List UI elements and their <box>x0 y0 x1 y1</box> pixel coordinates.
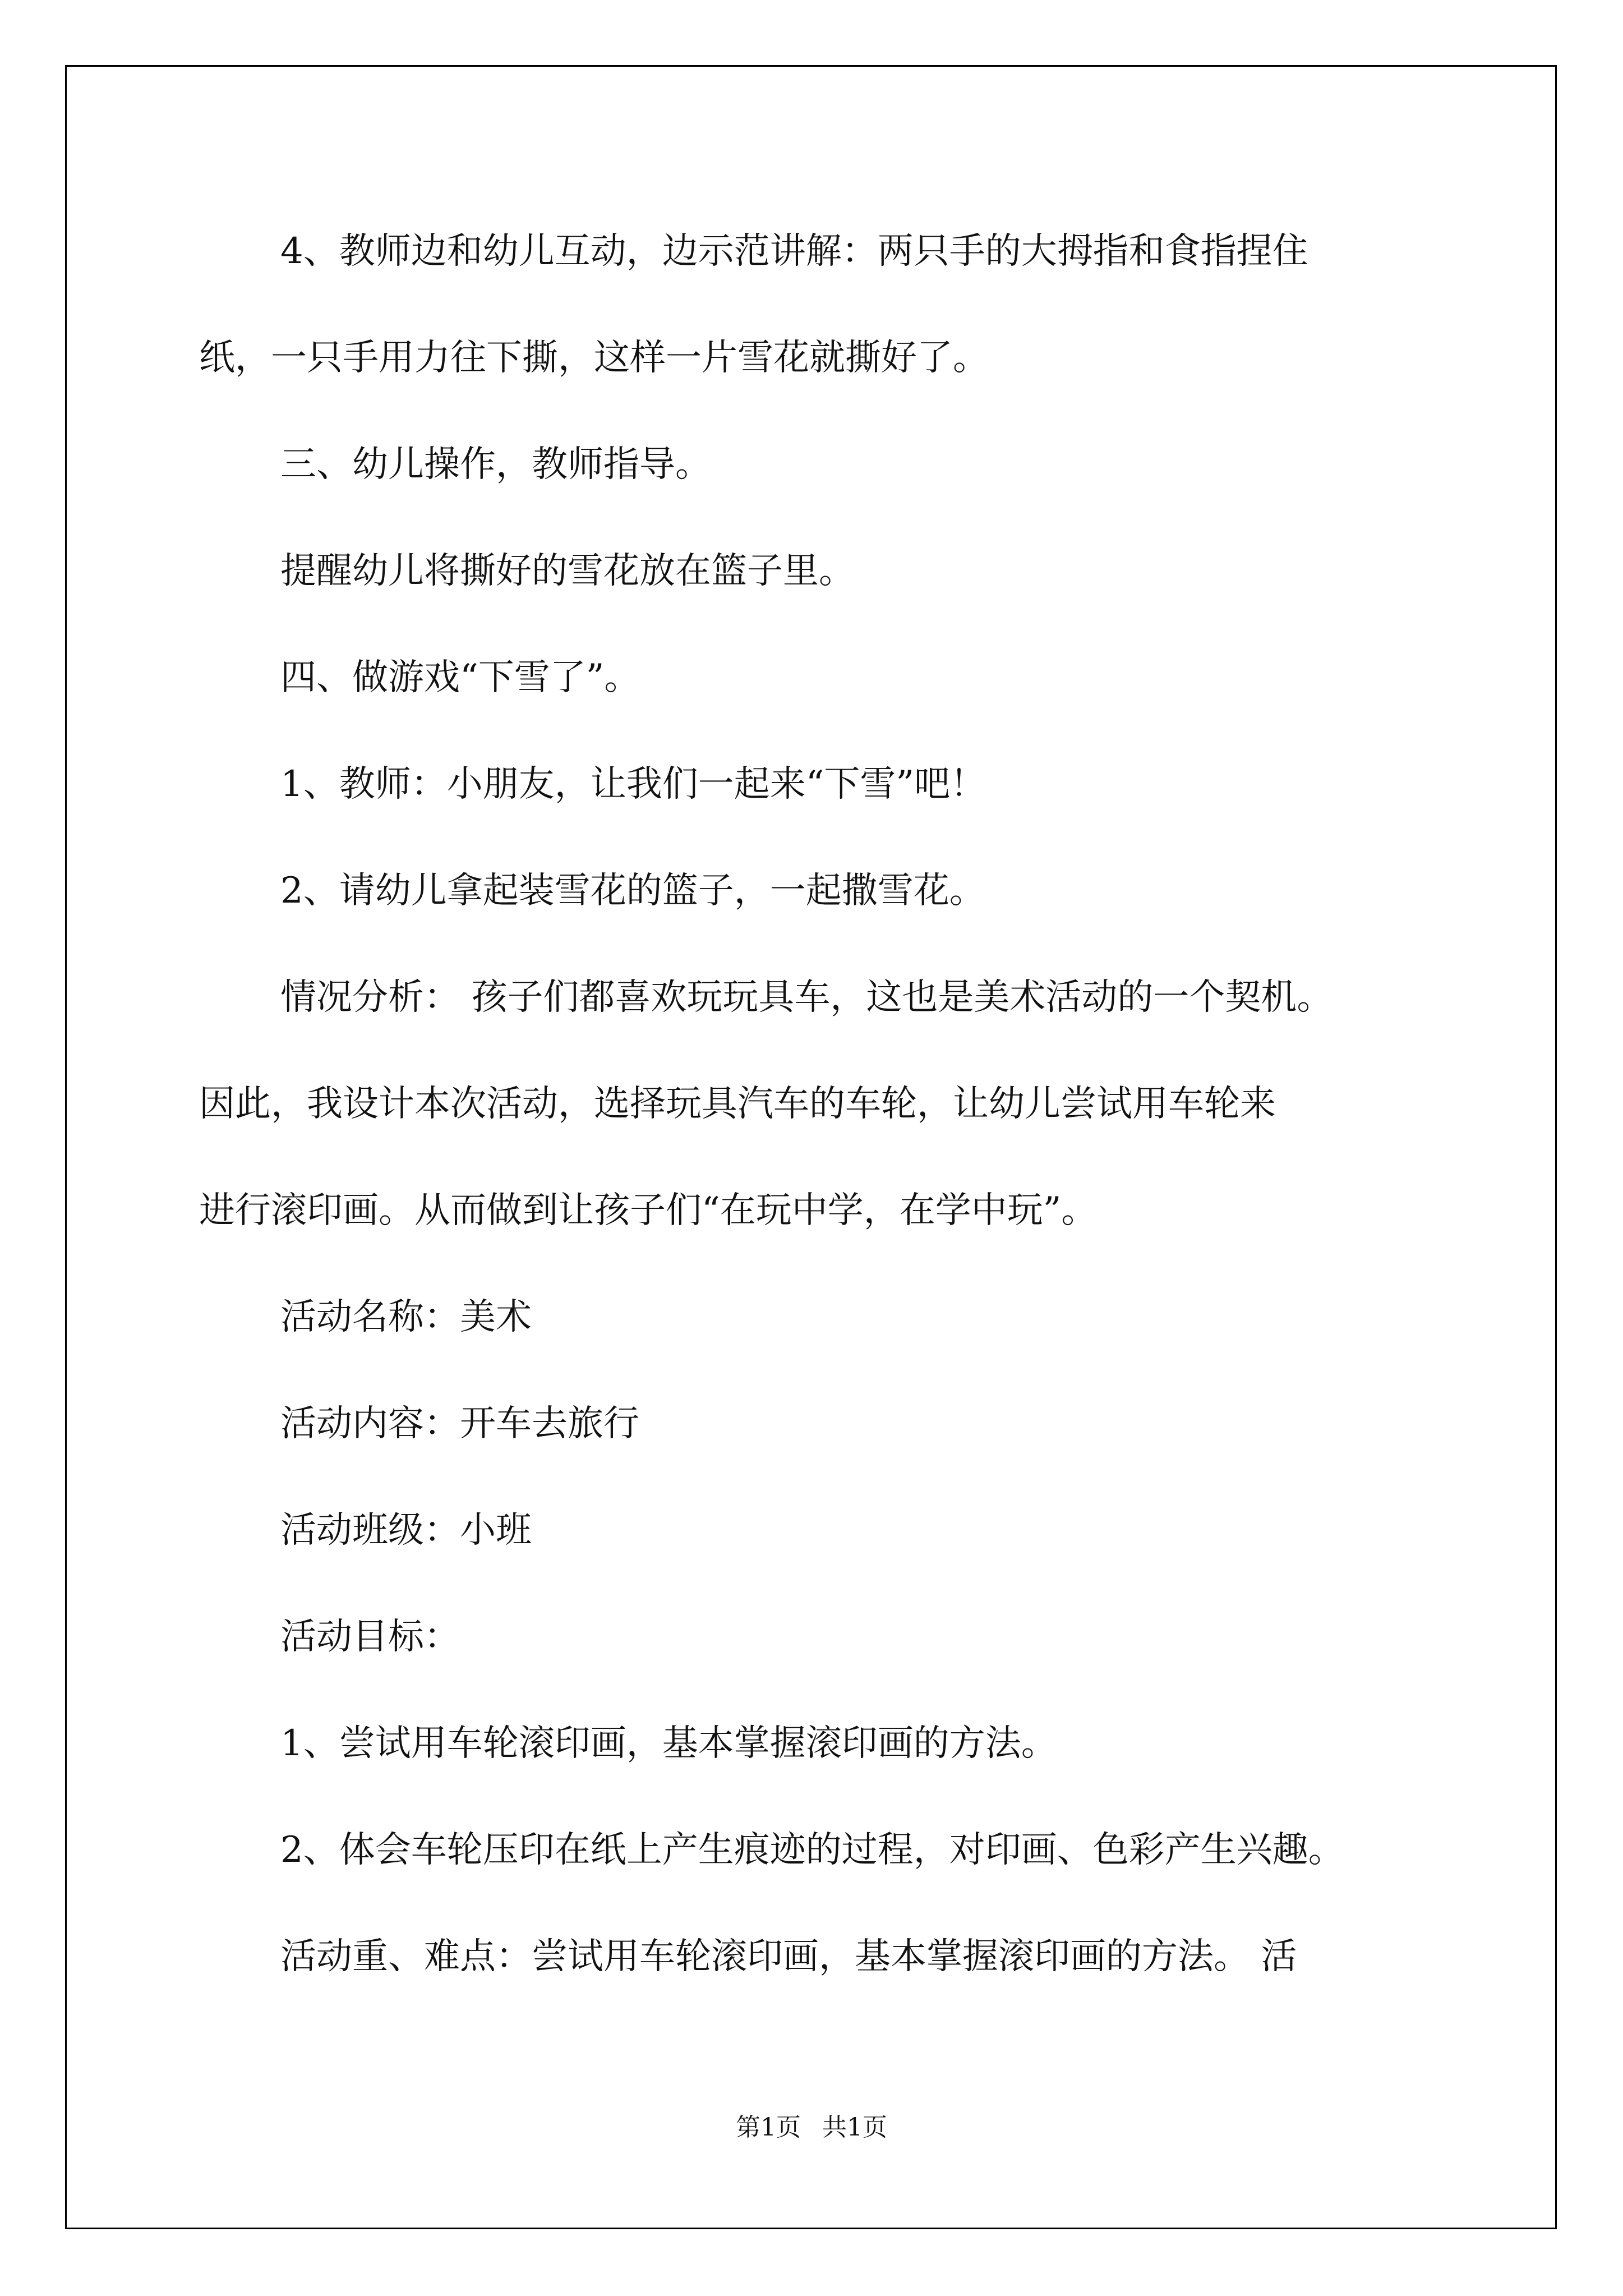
text-line: 活动班级：小班 <box>280 1510 532 1551</box>
text-line: 活动目标： <box>280 1616 460 1658</box>
text-line: 提醒幼儿将撕好的雪花放在篮子里。 <box>280 550 855 592</box>
text-line: 进行滚印画。从而做到让孩子们“在玩中学，在学中玩”。 <box>199 1190 1098 1231</box>
page-footer <box>0 2107 1623 2143</box>
text-line: 纸，一只手用力往下撕，这样一片雪花就撕好了。 <box>199 337 989 379</box>
text-line: 2、体会车轮压印在纸上产生痕迹的过程，对印画、色彩产生兴趣。 <box>280 1829 1344 1871</box>
text-line: 活动重、难点：尝试用车轮滚印画，基本掌握滚印画的方法。 活 <box>280 1936 1297 1977</box>
text-line: 情况分析： 孩子们都喜欢玩玩具车，这也是美术活动的一个契机。 <box>280 977 1333 1018</box>
text-line: 因此，我设计本次活动，选择玩具汽车的车轮，让幼儿尝试用车轮来 <box>199 1083 1276 1125</box>
text-line: 4、教师边和幼儿互动，边示范讲解：两只手的大拇指和食指捏住 <box>280 231 1308 272</box>
text-line: 1、教师：小朋友，让我们一起来“下雪”吧！ <box>280 763 986 805</box>
page-number: 第1页 <box>736 2113 801 2142</box>
page-border <box>65 65 1557 2229</box>
text-line: 1、尝试用车轮滚印画，基本掌握滚印画的方法。 <box>280 1723 1057 1764</box>
page-total: 共1页 <box>822 2113 887 2142</box>
text-line: 活动名称：美术 <box>280 1296 532 1338</box>
text-line: 活动内容：开车去旅行 <box>280 1403 639 1444</box>
text-line: 三、幼儿操作，教师指导。 <box>280 444 711 485</box>
text-line: 四、做游戏“下雪了”。 <box>280 657 640 698</box>
text-line: 2、请幼儿拿起装雪花的篮子，一起撒雪花。 <box>280 870 985 912</box>
